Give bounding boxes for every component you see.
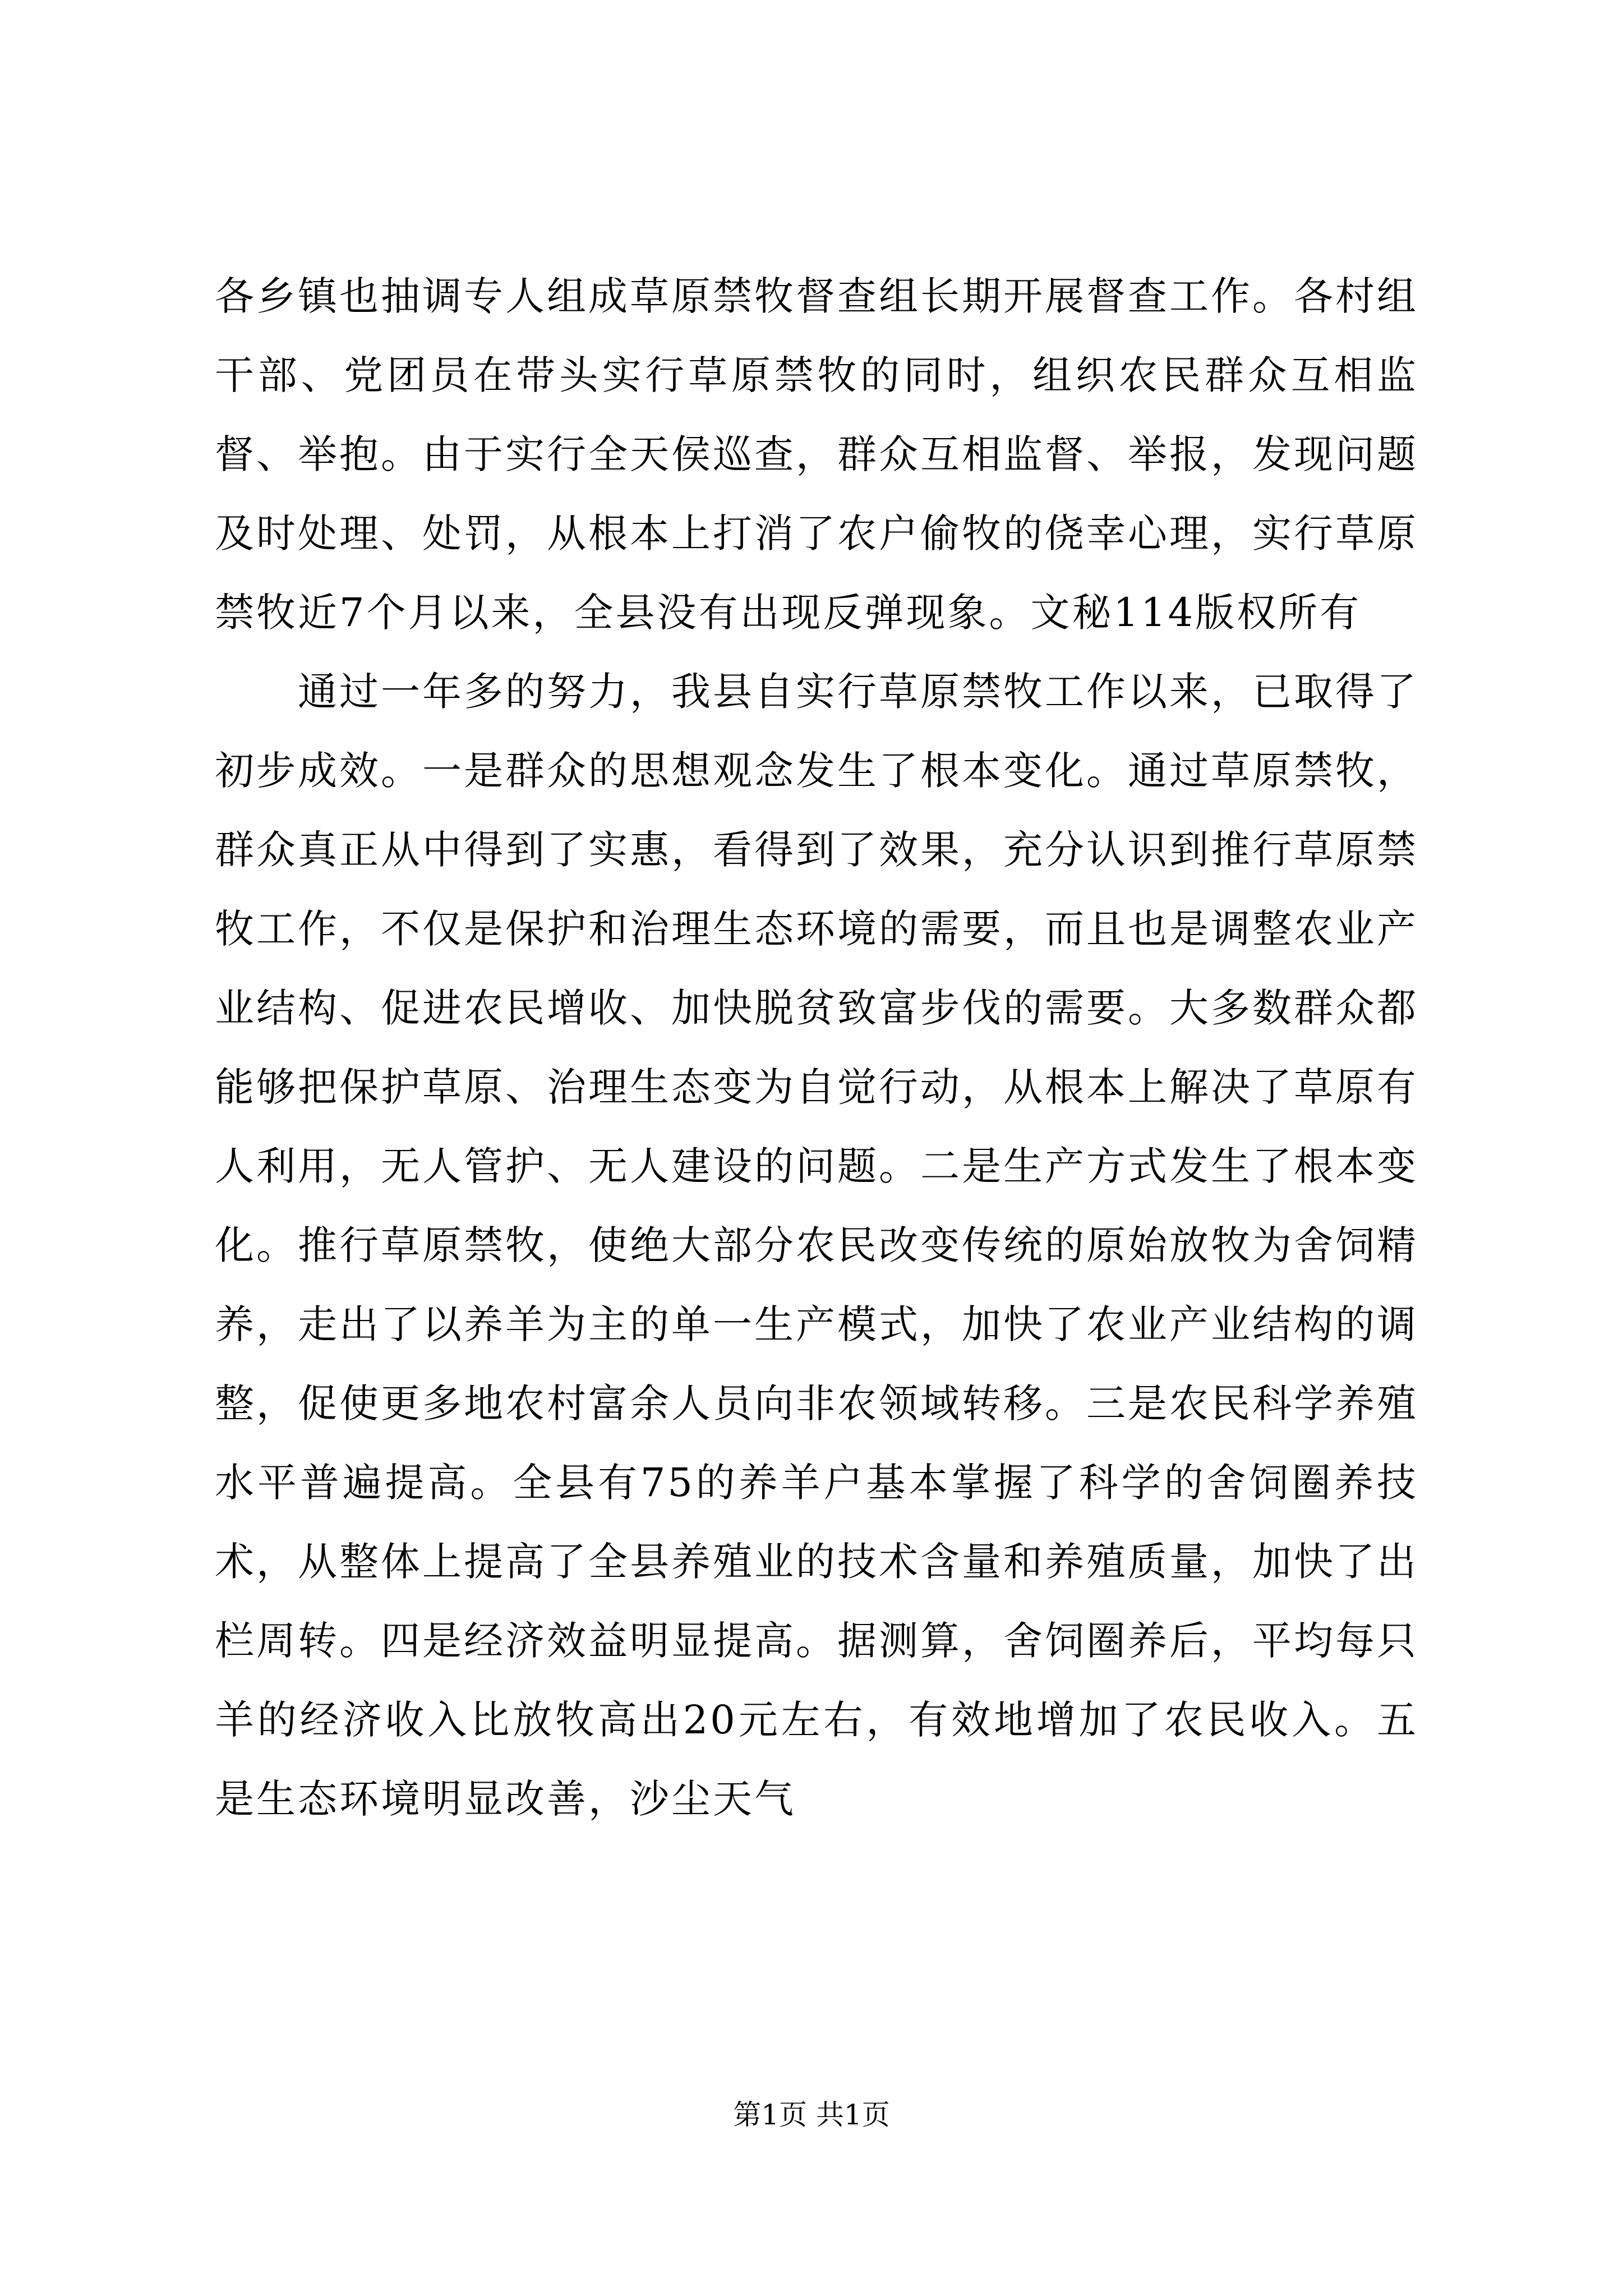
paragraph-continuation: 各乡镇也抽调专人组成草原禁牧督查组长期开展督查工作。各村组干部、党团员在带头实行草原禁牧的同时，组织农民群众互相监督、举抱。由于实行全天侯巡查，群众互相监督、举报，发现问题及时处理、处罚，从根本上打消了农户偷牧的侥幸心理，实行草原禁牧近7个月以来，全县没有出现反弹现象。文秘114版权所有 (215, 273, 1418, 636)
document-body (215, 257, 1418, 1839)
page-footer: 第1页 共1页 (733, 2099, 890, 2131)
paragraph-results: 通过一年多的努力，我县自实行草原禁牧工作以来，已取得了初步成效。一是群众的思想观念发生了根本变化。通过草原禁牧，群众真正从中得到了实惠，看得到了效果，充分认识到推行草原禁牧工作，不仅是保护和治理生态环境的需要，而且也是调整农业产业结构、促进农民增收、加快脱贫致富步伐的需要。大多数群众都能够把保护草原、治理生态变为自觉行动，从根本上解决了草原有人利用，无人管护、无人建设的问题。二是生产方式发生了根本变化。推行草原禁牧，使绝大部分农民改变传统的原始放牧为舍饲精养，走出了以养羊为主的单一生产模式，加快了农业产业结构的调整，促使更多地农村富余人员向非农领域转移。三是农民科学养殖水平普遍提高。全县有75的养羊户基本掌握了科学的舍饲圈养技术，从整体上提高了全县养殖业的技术含量和养殖质量，加快了出栏周转。四是经济效益明显提高。据测算，舍饲圈养后，平均每只羊的经济收入比放牧高出20元左右，有效地增加了农民收入。五是生态环境明显改善，沙尘天气 (215, 669, 1418, 1822)
